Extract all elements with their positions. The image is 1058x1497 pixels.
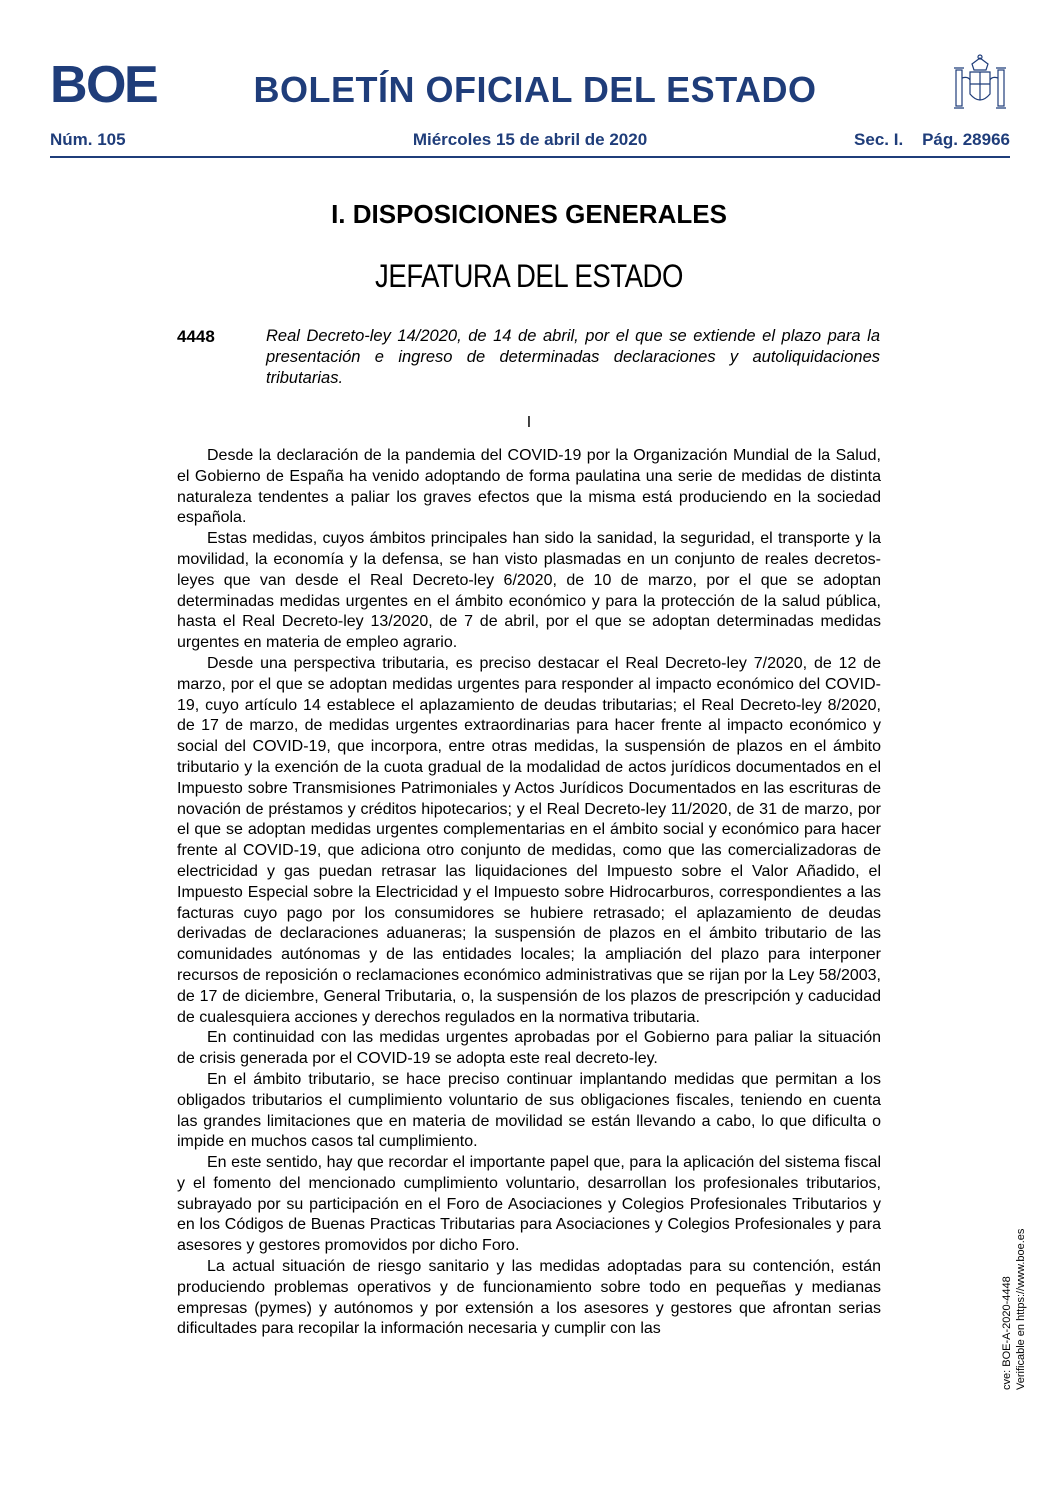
paragraph: En este sentido, hay que recordar el importante papel que, para la aplicación del sistema fiscal y el fomento del mencionado cumplimiento voluntario, desarrollan los profesionales tributarios, subrayado por su participación en el Foro de Asociaciones y Colegios Profesionales Tributarios y en los Códigos de Buenas Practicas Tributarias para Asociaciones y Colegios Profesionales y para asesores y gestores promovidos por dicho Foro. (177, 1154, 881, 1255)
paragraph: La actual situación de riesgo sanitario y las medidas adoptadas para su contención, están produciendo problemas operativos y de funcionamiento sobre todo en pequeñas y medianas empresas (pymes) y autónomos y por extensión a los asesores y gestores que afrontan serias dificultades para recopilar la información necesaria y cumplir con las (177, 1258, 881, 1338)
boe-logo (50, 56, 159, 114)
cve-code: cve: BOE-A-2020-4448 (1001, 1276, 1013, 1390)
paragraph: Desde una perspectiva tributaria, es preciso destacar el Real Decreto-ley 7/2020, de 12 de marzo, por el que se adoptan medidas urgentes para responder al impacto económico del COVID-19, cuyo artículo 14 establece el aplazamiento de deudas tributarias; el Real Decreto-ley 8/2020, de 17 de marzo, de medidas urgentes extraordinarias para hacer frente al impacto económico y social del COVID-19, que incorpora, entre otras medidas, la suspensión de plazos en el ámbito tributario y la exención de la cuota gradual de la modalidad de actos jurídicos documentados en el Impuesto sobre Transmisiones Patrimoniales y Actos Jurídicos Documentados en las escrituras de novación de préstamos y créditos hipotecarios; y el Real Decreto-ley 11/2020, de 31 de marzo, por el que se adoptan medidas urgentes complementarias en el ámbito social y económico para hacer frente al COVID-19, que adiciona otro conjunto de medidas, como que las comercializadoras de electricidad y gas puedan retrasar las liquidaciones del Impuesto sobre el Valor Añadido, el Impuesto Especial sobre la Electricidad y el Impuesto sobre Hidrocarburos, correspondientes a las facturas cuyo pago por los consumidores se hubiere retrasado; el aplazamiento de deudas derivadas de declaraciones aduaneras; la suspensión de plazos en el ámbito tributario de las comunidades autónomas y de las entidades locales; la ampliación del plazo para interponer recursos de reposición o reclamaciones económico administrativas que se rijan por la Ley 58/2003, de 17 de diciembre, General Tributaria, o, la suspensión de los plazos de prescripción y caducidad de cualesquiera acciones y derechos regulados en la normativa tributaria. (177, 654, 881, 1026)
page-number: Pág. 28966 (922, 130, 1010, 149)
logo-letter-o: O (86, 56, 127, 114)
section-and-page (854, 130, 1010, 150)
paragraph: En continuidad con las medidas urgentes aprobadas por el Gobierno para paliar la situación de crisis generada por el COVID-19 se adopta este real decreto-ley. (177, 1029, 881, 1068)
issue-number: Núm. 105 (50, 130, 126, 149)
masthead-title: BOLETÍN OFICIAL DEL ESTADO (253, 69, 817, 110)
provision-number: 4448 (177, 327, 215, 346)
provision-title: Real Decreto-ley 14/2020, de 14 de abril, por el que se extiende el plazo para la presentación e ingreso de determinadas declaraciones y autoliquidaciones tributarias. (266, 327, 880, 387)
issue-date: Miércoles 15 de abril de 2020 (412, 130, 648, 149)
paragraph: Estas medidas, cuyos ámbitos principales han sido la sanidad, la seguridad, el transporte y la movilidad, la economía y la defensa, se han visto plasmadas en un conjunto de reales decretos-leyes que van desde el Real Decreto-ley 6/2020, de 10 de marzo, por el que se adoptan determinadas medidas urgentes en el ámbito económico y para la protección de la salud pública, hasta el Real Decreto-ley 13/2020, de 7 de abril, por el que se adoptan determinadas medidas urgentes en materia de empleo agrario. (177, 530, 881, 652)
part-number: I (526, 414, 532, 431)
logo-letter-e: E (124, 56, 159, 114)
verification-text (1000, 1229, 1028, 1390)
paragraph: En el ámbito tributario, se hace preciso continuar implantando medidas que permitan a los obligados tributarios el cumplimiento voluntario de sus obligaciones fiscales, teniendo en cuenta las grandes limitaciones que en materia de movilidad se están llevando a cabo, lo que dificulta o impide en muchos casos tal cumplimiento. (177, 1070, 881, 1151)
header-rule (50, 156, 1010, 158)
verification-url: Verificable en https://www.boe.es (1015, 1228, 1027, 1390)
body-text (177, 446, 881, 1340)
section-label: Sec. I. (854, 130, 904, 149)
logo-letter-b: B (50, 56, 88, 114)
issue-metadata (50, 130, 1010, 152)
spanish-coat-of-arms-icon (950, 54, 1010, 116)
section-heading: I. DISPOSICIONES GENERALES (331, 199, 727, 229)
paragraph: Desde la declaración de la pandemia del COVID-19 por la Organización Mundial de la Salud, el Gobierno de España ha venido adoptando de forma paulatina una serie de medidas de distinta naturaleza tendentes a paliar los graves efectos que la misma está produciendo en la sociedad española. (177, 447, 881, 527)
organ-heading: JEFATURA DEL ESTADO (375, 258, 683, 294)
